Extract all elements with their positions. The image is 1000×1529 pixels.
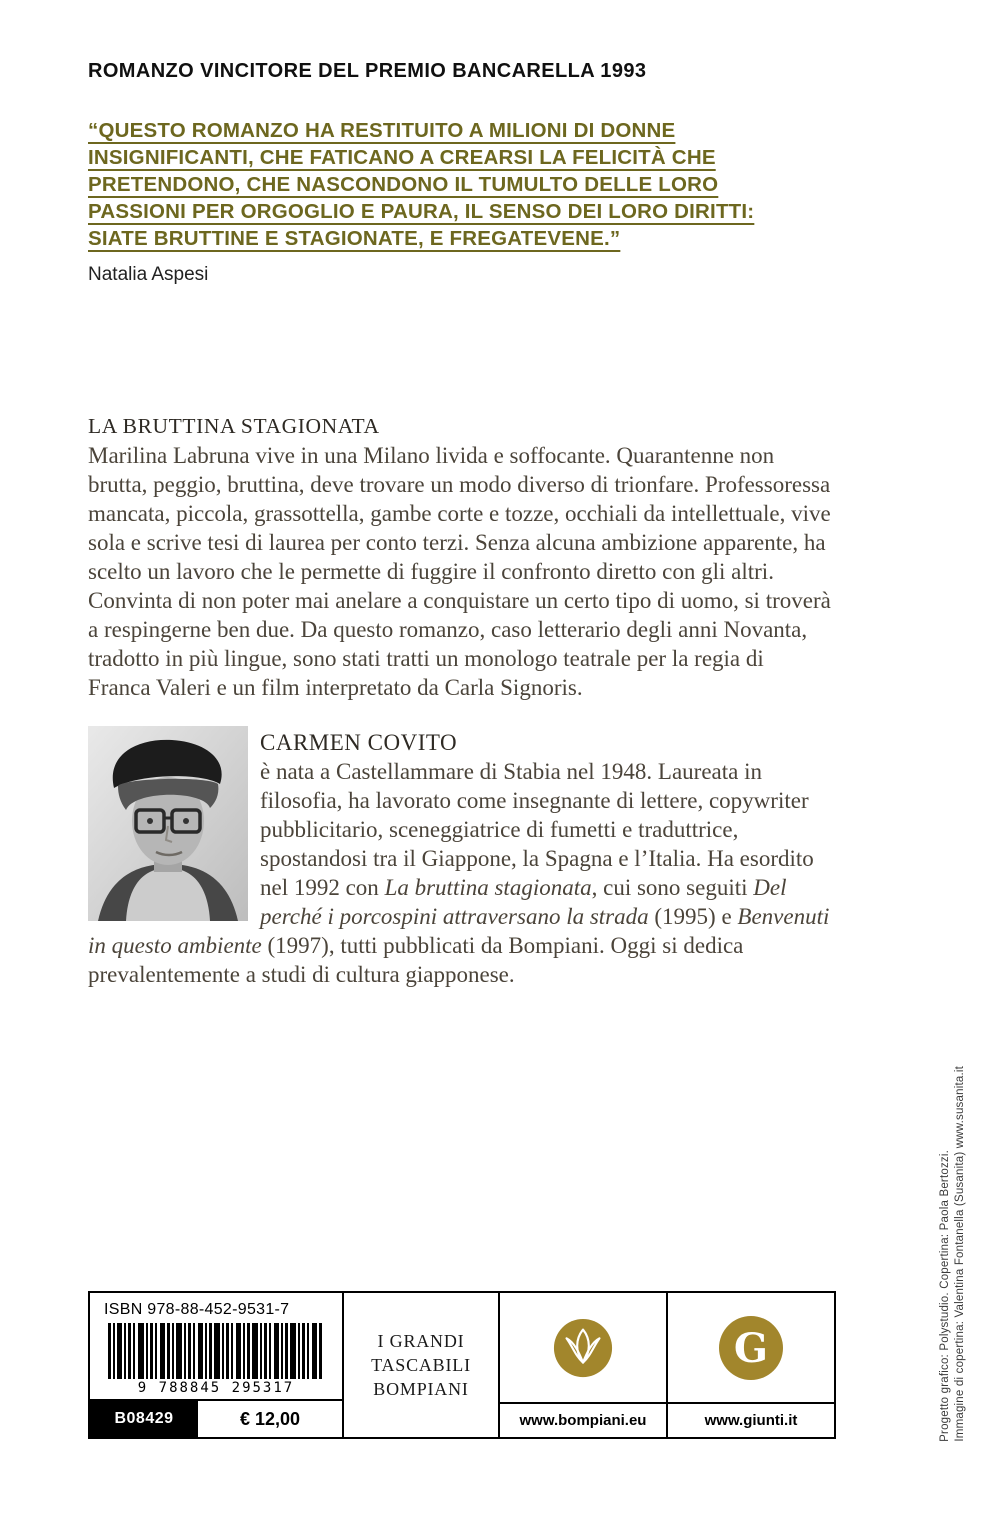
bompiani-section <box>498 1293 666 1437</box>
price-label: € 12,00 <box>239 1408 301 1429</box>
quote-attribution: Natalia Aspesi <box>88 264 209 285</box>
author-name-heading: CARMEN COVITO <box>260 730 458 755</box>
footer-strip <box>88 1291 836 1439</box>
svg-text:G: G <box>733 1324 769 1372</box>
isbn-label: ISBN 978-88-452-9531-7 <box>104 1301 290 1318</box>
price-row <box>90 1399 342 1437</box>
series-line-3: BOMPIANI <box>373 1379 469 1399</box>
synopsis-text: Marilina Labruna vive in una Milano livida e soffocante. Quarantenne non brutta, peggio, bruttina, deve trovare un modo diverso di trionfare. Professoressa mancata, piccola, grassottella, gambe corte e tozze, occhiali da intellettuale, vive sola e scrive tesi di laurea per conto terzi. Senza alcuna ambizione apparente, ha scelto un lavoro che le permette di fuggire il confronto diretto con gli altri. Convinta di non poter mai anelare a conquistare un certo tipo di uomo, si troverà a respingerne ben due. Da questo romanzo, caso letterario degli anni Novanta, tradotto in più lingue, sono stati tratti un monologo teatrale per la regia di Franca Valeri e un film interpretato da Carla Signoris. <box>88 443 831 700</box>
giunti-section <box>666 1293 834 1437</box>
barcode-wrap <box>90 1321 342 1399</box>
giunti-logo-area <box>668 1293 834 1402</box>
author-section <box>88 726 832 989</box>
series-line-1: I GRANDI <box>377 1331 465 1351</box>
main-column <box>88 0 832 989</box>
barcode-section <box>90 1293 342 1437</box>
author-photo <box>88 726 248 921</box>
barcode-digits: 9 788845 295317 <box>137 1380 295 1396</box>
giunti-g-icon <box>718 1315 784 1381</box>
bompiani-logo-area <box>500 1293 666 1402</box>
series-name <box>371 1329 471 1401</box>
series-line-2: TASCABILI <box>371 1355 471 1375</box>
award-line: ROMANZO VINCITORE DEL PREMIO BANCARELLA 1993 <box>88 60 647 82</box>
cover-credits <box>939 1066 966 1442</box>
bompiani-url: www.bompiani.eu <box>500 1402 666 1437</box>
author-bio-text: è nata a Castellammare di Stabia nel 1948. Laureata in filosofia, ha lavorato come insegnante di lettere, copywriter pubblicitario, sceneggiatrice di fumetti e traduttrice, spostandosi tra il Giappone, la Spagna e l’Italia. Ha esordito nel 1992 con La bruttina stagionata, cui sono seguiti Del perché i porcospini attraversano la strada (1995) e Benvenuti in questo ambiente (1997), tutti pubblicati da Bompiani. Oggi si dedica prevalentemente a studi di cultura giapponese. <box>88 759 830 987</box>
credit-image-line: Immagine di copertina: Valentina Fontanella (Susanita) www.susanita.it <box>954 1066 966 1442</box>
review-quote: “QUESTO ROMANZO HA RESTITUITO A MILIONI DI DONNE INSIGNIFICANTI, CHE FATICANO A CREARSI LA FELICITÀ CHE PRETENDONO, CHE NASCONDONO IL TUMULTO DELLE LORO PASSIONI PER ORGOGLIO E PAURA, IL SENSO DEI LORO DIRITTI: SIATE BRUTTINE E STAGIONATE, E FREGATEVENE.” <box>88 119 755 250</box>
book-title-heading: LA BRUTTINA STAGIONATA <box>88 414 380 438</box>
giunti-url: www.giunti.it <box>668 1402 834 1437</box>
publisher-code: B08429 <box>90 1401 198 1437</box>
bompiani-flower-icon <box>552 1317 614 1379</box>
series-section <box>342 1293 498 1437</box>
credit-design-line: Progetto grafico: Polystudio. Copertina: Paola Bertozzi. <box>939 1150 951 1442</box>
ean-barcode <box>108 1323 324 1379</box>
